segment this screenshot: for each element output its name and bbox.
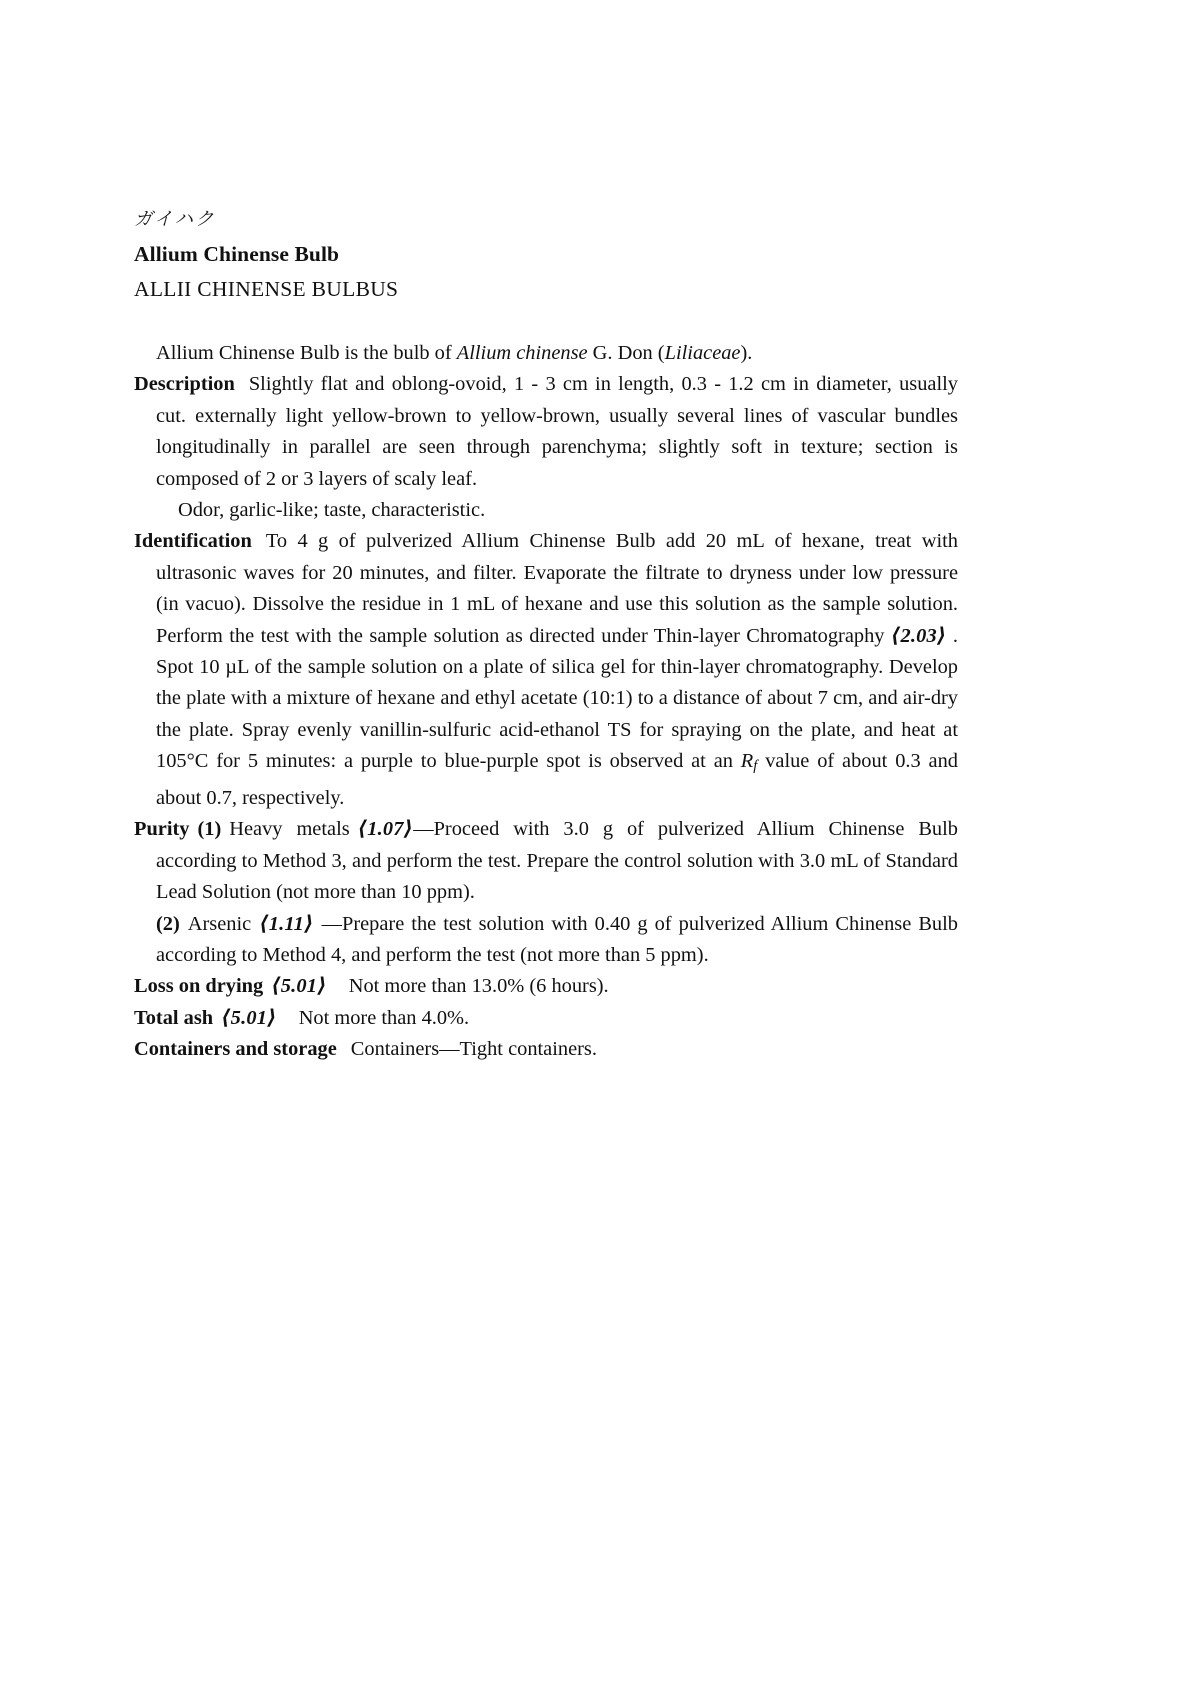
section-heading-description: Description [134, 373, 235, 396]
reference-heavy-metals: ⟨1.07⟩ [357, 818, 414, 841]
monograph-content [134, 208, 958, 1066]
section-heading-loss-on-drying: Loss on drying [134, 975, 264, 998]
purity-item-label-1: Heavy metals [229, 818, 350, 841]
identification-body-2: . Spot 10 µL of the sample solution on a plate of silica gel for thin-layer chromatography. Develop the plate with a mixture of hexane and ethyl acetate (10:1) to a distance of about 7 cm, and air-dry the plate. Spray evenly vanillin-sulfuric acid-ethanol TS for spraying on the plate, and heat at 105°C for 5 minutes: a purple to blue-purple spot is observed at an [156, 624, 958, 773]
identification-body-3: value of about 0.3 and about 0.7, respectively. [156, 750, 958, 809]
section-heading-containers: Containers and storage [134, 1038, 337, 1061]
family-name: Liliaceae [664, 342, 741, 364]
definition-text-1: Allium Chinense Bulb is the bulb of [156, 342, 457, 364]
section-body-total-ash: Not more than 4.0%. [298, 1006, 470, 1029]
reference-tlc: ⟨2.03⟩ [890, 624, 947, 647]
purity-item-body-1: —Proceed with 3.0 g of pulverized Allium Chinense Bulb according to Method 3, and perform the test. Prepare the control solution with 3.0 mL of Standard Lead Solution (not more than 10 ppm). [156, 818, 958, 904]
section-odor [134, 495, 958, 526]
section-heading-identification: Identification [134, 530, 252, 553]
section-body-odor: Odor, garlic-like; taste, characteristic. [178, 499, 486, 522]
definition-text-2: G. Don ( [587, 342, 665, 364]
section-heading-total-ash: Total ash [134, 1006, 214, 1029]
species-name: Allium chinense [456, 342, 588, 364]
latin-title: ALLII CHINENSE BULBUS [134, 276, 399, 301]
reference-total-ash: ⟨5.01⟩ [221, 1006, 277, 1029]
section-body-containers: Containers—Tight containers. [350, 1038, 597, 1061]
purity-item-number-1: (1) [197, 818, 222, 841]
kana-reading: ガイハク [134, 209, 216, 230]
page-sheet [108, 88, 984, 1194]
section-heading-purity: Purity [134, 818, 190, 841]
page-title: Allium Chinense Bulb [134, 241, 340, 266]
section-identification [134, 526, 958, 814]
section-total-ash [134, 1003, 958, 1034]
definition-paragraph [134, 338, 958, 369]
purity-item-number-2: (2) [156, 912, 180, 935]
section-containers-and-storage [134, 1034, 958, 1065]
section-description [134, 369, 958, 495]
identification-body-1: To 4 g of pulverized Allium Chinense Bulb add 20 mL of hexane, treat with ultrasonic waves for 20 minutes, and filter. Evaporate the filtrate to dryness under low pressure (in vacuo). Dissolve the residue in 1 mL of hexane and use this solution as the sample solution. Perform the test with the sample solution as directed under Thin-layer Chromatography [156, 530, 958, 647]
definition-text-3: ). [740, 342, 753, 364]
section-loss-on-drying [134, 971, 958, 1002]
reference-loss-on-drying: ⟨5.01⟩ [271, 975, 327, 998]
purity-item-label-2: Arsenic [187, 912, 252, 935]
rf-subscript: f [753, 758, 758, 775]
section-purity-item-1 [134, 814, 958, 908]
rf-symbol [740, 750, 758, 775]
purity-item-body-2: —Prepare the test solution with 0.40 g of pulverized Allium Chinense Bulb according to Method 4, and perform the test (not more than 5 ppm). [156, 912, 958, 966]
reference-arsenic: ⟨1.11⟩ [259, 912, 314, 935]
section-body-description: Slightly flat and oblong-ovoid, 1 - 3 cm in length, 0.3 - 1.2 cm in diameter, usually cut. externally light yellow-brown to yellow-brown, usually several lines of vascular bundles longitudinally in parallel are seen through parenchyma; slightly soft in texture; section is composed of 2 or 3 layers of scaly leaf. [156, 373, 958, 490]
section-body-loss-on-drying: Not more than 13.0% (6 hours). [348, 975, 609, 998]
section-purity-item-2 [134, 909, 958, 972]
rf-letter: R [740, 750, 754, 773]
